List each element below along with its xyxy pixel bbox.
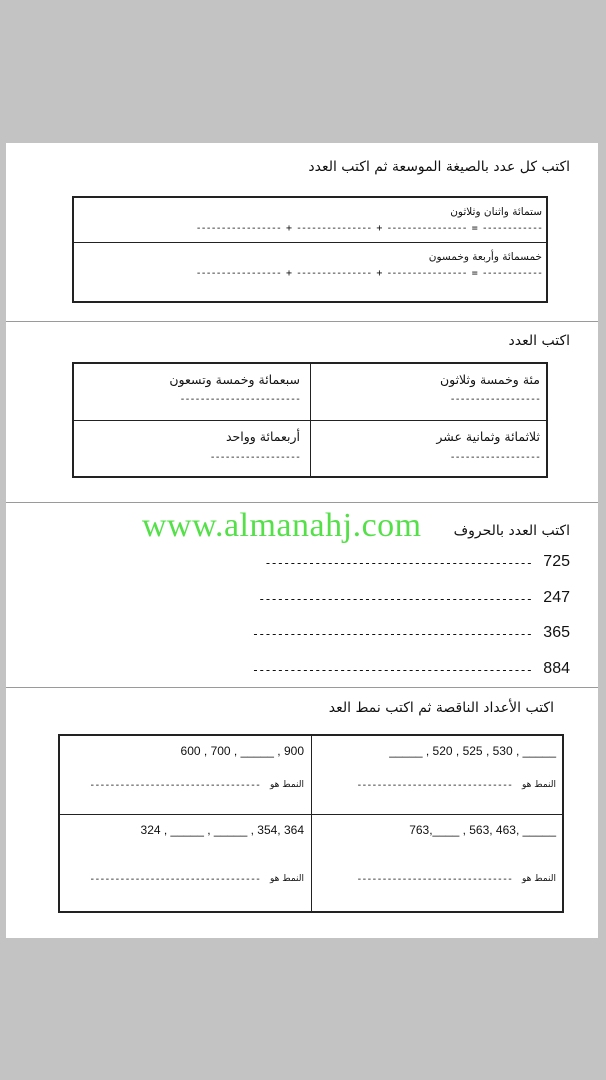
- sequence-520: _____ , 520 , 525 , 530 , _____: [389, 744, 556, 758]
- row1-expansion: ----------------- + --------------- + ---------------- = ------------: [195, 223, 542, 234]
- number-247-line: --------------------------------------------: [258, 592, 532, 606]
- divider: [6, 321, 598, 322]
- pattern-line: -------------------------------: [356, 874, 512, 885]
- pattern-label: النمط هو: [270, 780, 304, 790]
- write-number-table: [72, 362, 548, 478]
- number-365-line: ---------------------------------------------: [251, 627, 532, 641]
- watermark-text: www.almanahj.com: [142, 507, 422, 544]
- cell-401-answer: ------------------: [209, 452, 300, 463]
- cell-318-words: ثلاثمائة وثمانية عشر: [436, 429, 540, 444]
- row2-expansion: ----------------- + --------------- + ---------------- = ------------: [195, 268, 542, 279]
- section4-title: اكتب الأعداد الناقصة ثم اكتب نمط العد: [328, 700, 554, 716]
- cell-401-words: أربعمائة وواحد: [225, 429, 300, 444]
- sequence-324: 324 , _____ , _____ , 354, 364: [140, 823, 304, 837]
- number-pattern-table: [58, 734, 564, 913]
- section3-title: اكتب العدد بالحروف: [453, 523, 570, 539]
- cell-795-answer: ------------------------: [179, 394, 300, 405]
- pattern-line: ----------------------------------: [89, 780, 260, 791]
- number-725: 725: [543, 553, 570, 570]
- pattern-line: -------------------------------: [356, 780, 512, 791]
- cell-795-words: سبعمائة وخمسة وتسعون: [169, 372, 300, 387]
- pattern-label: النمط هو: [522, 874, 556, 884]
- number-725-line: -------------------------------------------: [264, 556, 532, 570]
- pattern-label: النمط هو: [522, 780, 556, 790]
- section1-title: اكتب كل عدد بالصيغة الموسعة ثم اكتب العدد: [308, 159, 570, 175]
- cell-135-answer: ------------------: [449, 394, 540, 405]
- number-884: 884: [543, 660, 570, 677]
- sequence-763: 763,____ , 563, 463, _____: [409, 823, 556, 837]
- section2-title: اكتب العدد: [508, 333, 570, 349]
- pattern-line: ----------------------------------: [89, 874, 260, 885]
- number-365: 365: [543, 624, 570, 641]
- divider: [6, 687, 598, 688]
- number-247: 247: [543, 589, 570, 606]
- expanded-form-table: [72, 196, 548, 303]
- row1-words: ستمائة واثنان وثلاثون: [450, 206, 542, 218]
- sequence-600: 600 , 700 , _____ , 900: [180, 744, 304, 758]
- divider: [6, 502, 598, 503]
- cell-318-answer: ------------------: [449, 452, 540, 463]
- cell-135-words: مئة وخمسة وثلاثون: [439, 372, 540, 387]
- pattern-label: النمط هو: [270, 874, 304, 884]
- number-884-line: ---------------------------------------------: [251, 663, 532, 677]
- row2-words: خمسمائة وأربعة وخمسون: [428, 251, 542, 263]
